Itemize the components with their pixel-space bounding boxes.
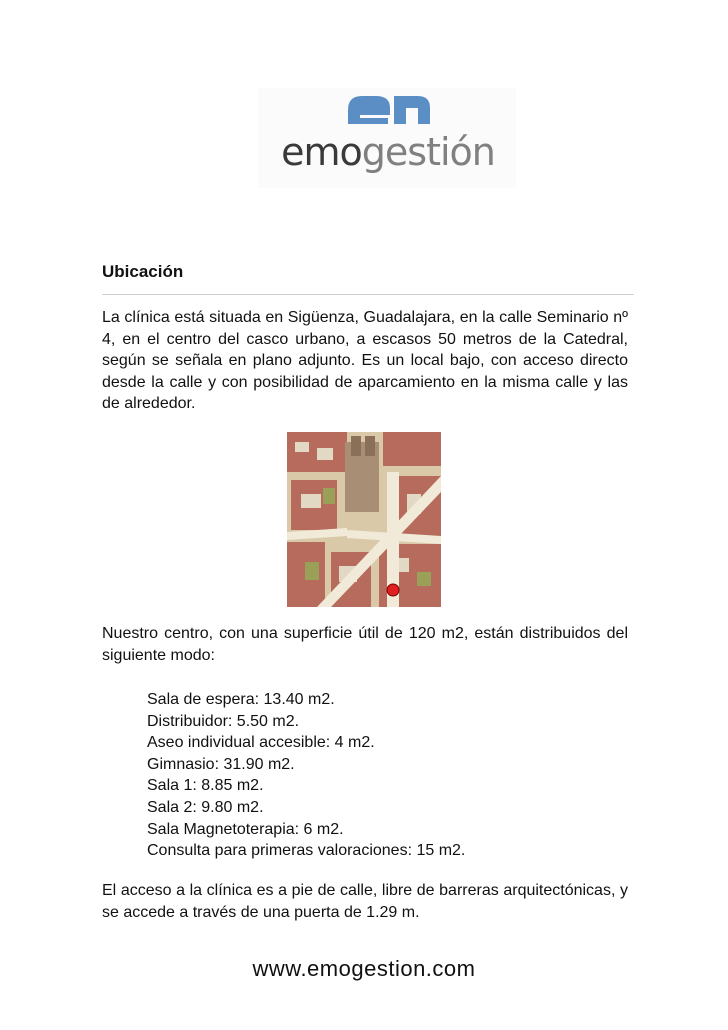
clinic-location-marker [387, 584, 399, 596]
distribution-paragraph: Nuestro centro, con una superficie útil de 120 m2, están distribuidos del siguiente modo: [102, 625, 628, 664]
room-item: Distribuidor: 5.50 m2. [147, 712, 300, 730]
logo-word-gestion: gestión [361, 130, 495, 174]
heading-divider [102, 294, 634, 295]
room-item: Sala 2: 9.80 m2. [147, 798, 264, 816]
location-map [287, 432, 441, 607]
room-item: Aseo individual accesible: 4 m2. [147, 734, 375, 752]
section-heading: Ubicación [102, 262, 184, 281]
room-item: Sala Magnetoterapia: 6 m2. [147, 820, 344, 838]
website-link[interactable]: www.emogestion.com [252, 956, 476, 981]
logo-wordmark [268, 130, 508, 174]
access-paragraph: El acceso a la clínica es a pie de calle, libre de barreras arquitectónicas, y se accede a través de una puerta de 1.29 m. [102, 882, 628, 921]
logo-word-emo: emo [281, 130, 362, 174]
room-list [147, 689, 465, 862]
emogestion-logo [258, 88, 516, 188]
room-item: Sala 1: 8.85 m2. [147, 777, 264, 795]
room-item: Consulta para primeras valoraciones: 15 m2. [147, 842, 466, 860]
room-item: Gimnasio: 31.90 m2. [147, 755, 295, 773]
location-paragraph: La clínica está situada en Sigüenza, Guadalajara, en la calle Seminario nº 4, en el centro del casco urbano, a escasos 50 metros de la Catedral, según se señala en plano adjunto. Es un local bajo, con acceso directo desde la calle y con posibilidad de aparcamiento en la misma calle y las de alrededor. [102, 309, 628, 412]
room-item: Sala de espera: 13.40 m2. [147, 691, 335, 708]
